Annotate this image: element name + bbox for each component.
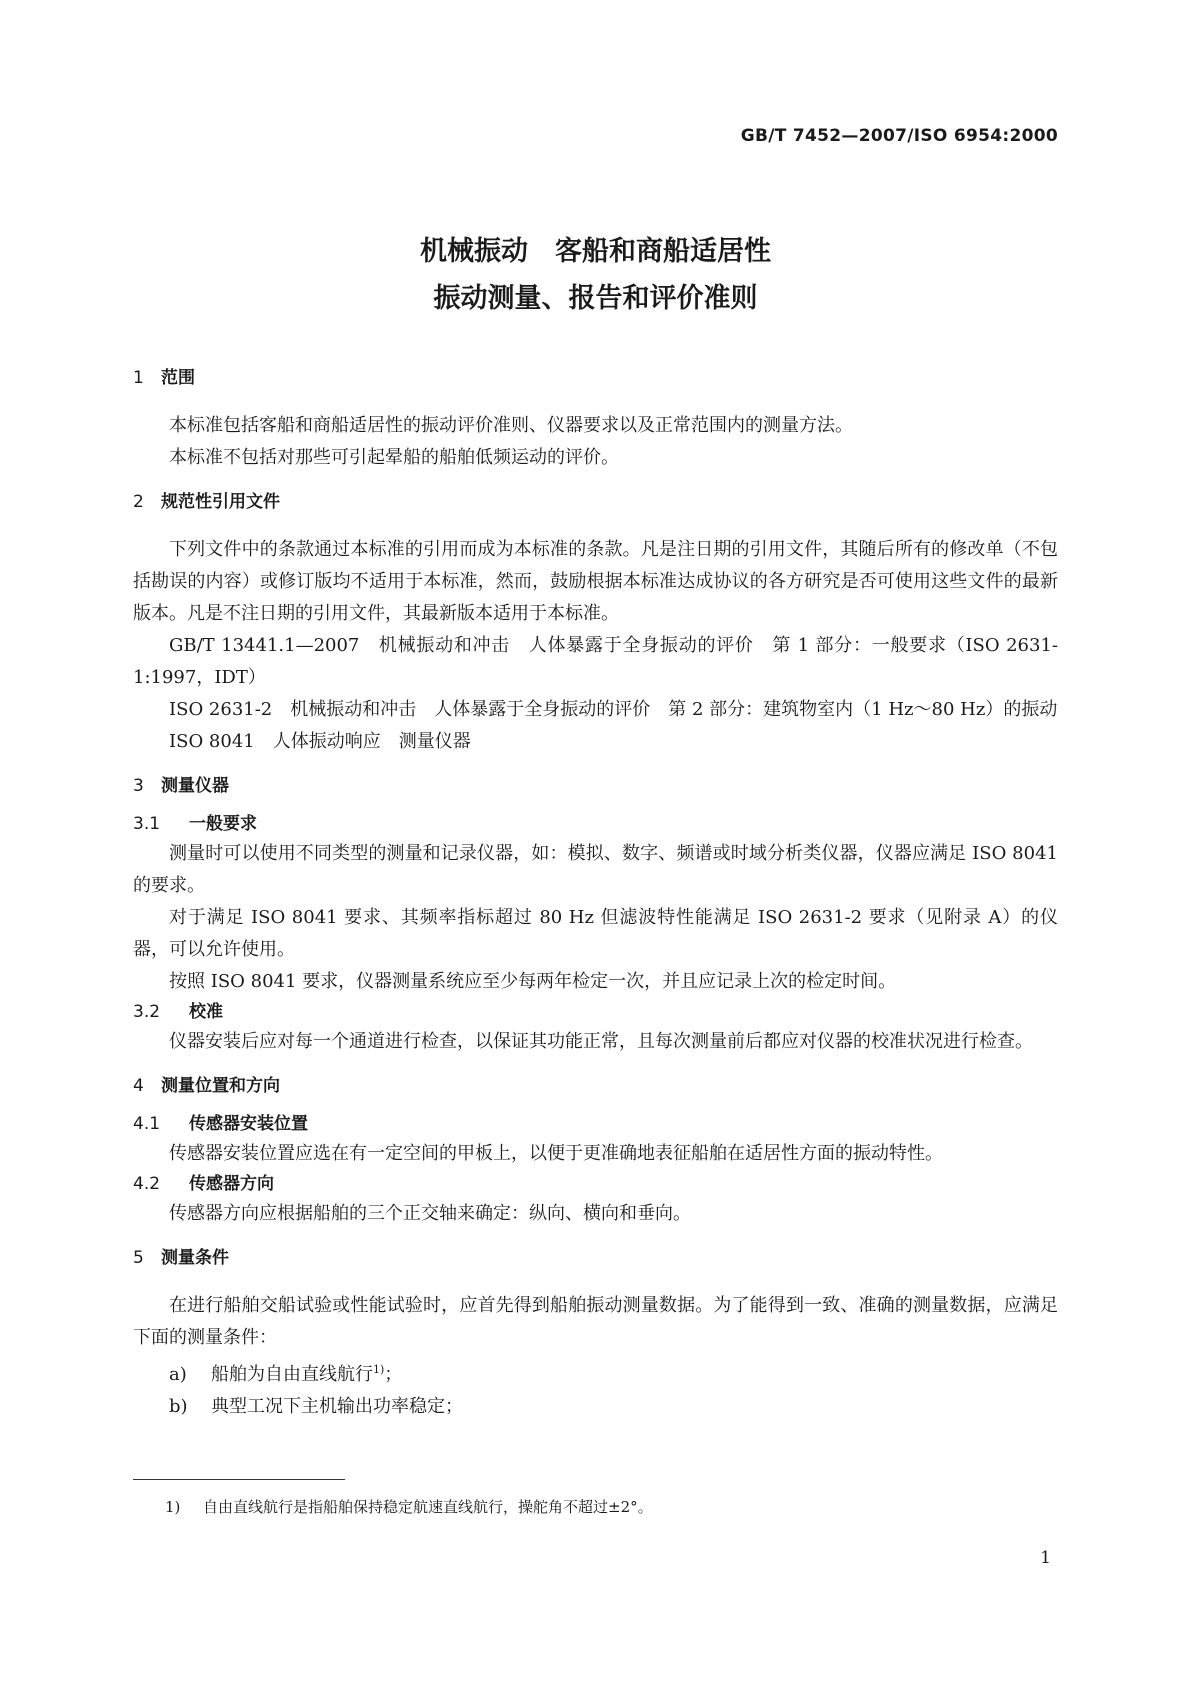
paragraph: 本标准不包括对那些可引起晕船的船舶低频运动的评价。 [169,447,619,468]
title-line-1: 机械振动 客船和商船适居性 [420,236,771,267]
paragraph: 传感器安装位置应选在有一定空间的甲板上，以便于更准确地表征船舶在适居性方面的振动特性。 [169,1143,943,1164]
section-4-heading [133,1072,1058,1100]
subsection-number: 3.2 [133,1002,161,1022]
subsection-title: 传感器安装位置 [189,1114,308,1134]
normative-reference: GB/T 13441.1—2007 机械振动和冲击 人体暴露于全身振动的评价 第 1 部分：一般要求（ISO 2631-1:1997，IDT） [133,635,1058,688]
list-item-a [133,1354,1058,1391]
normative-reference: ISO 2631-2 机械振动和冲击 人体暴露于全身振动的评价 第 2 部分：建筑物室内（1 Hz～80 Hz）的振动 [169,699,1058,720]
subsection-3-1-heading [133,810,1058,838]
section-5-heading [133,1244,1058,1272]
section-number: 3 [133,776,144,796]
list-item-punctuation: ； [384,1364,403,1385]
section-title: 测量位置和方向 [161,1076,280,1096]
paragraph: 本标准包括客船和商船适居性的振动评价准则、仪器要求以及正常范围内的测量方法。 [169,415,853,436]
document-body [133,364,1058,1423]
subsection-4-2-heading [133,1170,1058,1198]
paragraph: 按照 ISO 8041 要求，仪器测量系统应至少每两年检定一次，并且应记录上次的检定时间。 [169,971,897,992]
paragraph: 测量时可以使用不同类型的测量和记录仪器，如：模拟、数字、频谱或时域分析类仪器，仪器应满足 ISO 8041 的要求。 [133,843,1058,896]
list-item-label: a) [169,1364,187,1385]
paragraph: 在进行船舶交船试验或性能试验时，应首先得到船舶振动测量数据。为了能得到一致、准确的测量数据，应满足下面的测量条件： [133,1295,1058,1348]
paragraph: 仪器安装后应对每一个通道进行检查，以保证其功能正常，且每次测量前后都应对仪器的校准状况进行检查。 [169,1031,1033,1052]
section-3-heading [133,772,1058,800]
subsection-number: 4.1 [133,1114,161,1134]
section-title: 范围 [161,368,195,388]
document-title [0,228,1191,322]
section-number: 4 [133,1076,144,1096]
paragraph: 下列文件中的条款通过本标准的引用而成为本标准的条款。凡是注日期的引用文件，其随后所有的修改单（不包括勘误的内容）或修订版均不适用于本标准，然而，鼓励根据本标准达成协议的各方研究是否可使用这些文件的最新版本。凡是不注日期的引用文件，其最新版本适用于本标准。 [133,539,1058,624]
normative-reference: ISO 8041 人体振动响应 测量仪器 [169,731,471,752]
subsection-title: 校准 [189,1002,223,1022]
list-item-b [133,1391,1058,1423]
subsection-title: 一般要求 [189,814,257,834]
section-title: 规范性引用文件 [161,492,280,512]
list-item-text: 典型工况下主机输出功率稳定； [211,1396,463,1417]
section-2-heading [133,488,1058,516]
section-title: 测量仪器 [161,776,229,796]
page-number: 1 [1040,1548,1051,1568]
list-item-label: b) [169,1396,188,1417]
subsection-3-2-heading [133,998,1058,1026]
footnote-reference: 1) [373,1363,385,1376]
section-number: 5 [133,1248,144,1268]
footnote-divider [133,1479,345,1480]
subsection-4-1-heading [133,1110,1058,1138]
footnote [165,1495,653,1519]
standard-number: GB/T 7452—2007/ISO 6954:2000 [740,126,1058,146]
section-number: 2 [133,492,144,512]
section-1-heading [133,364,1058,392]
title-line-2: 振动测量、报告和评价准则 [433,283,758,314]
footnote-text: 自由直线航行是指船舶保持稳定航速直线航行，操舵角不超过±2°。 [203,1498,653,1516]
subsection-number: 3.1 [133,814,161,834]
subsection-number: 4.2 [133,1174,161,1194]
footnote-number: 1) [165,1498,181,1516]
section-number: 1 [133,368,144,388]
paragraph: 传感器方向应根据船舶的三个正交轴来确定：纵向、横向和垂向。 [169,1203,691,1224]
list-item-text: 船舶为自由直线航行 [211,1364,373,1385]
section-title: 测量条件 [161,1248,229,1268]
subsection-title: 传感器方向 [189,1174,274,1194]
paragraph: 对于满足 ISO 8041 要求、其频率指标超过 80 Hz 但滤波特性能满足 ISO 2631-2 要求（见附录 A）的仪器，可以允许使用。 [133,907,1058,960]
